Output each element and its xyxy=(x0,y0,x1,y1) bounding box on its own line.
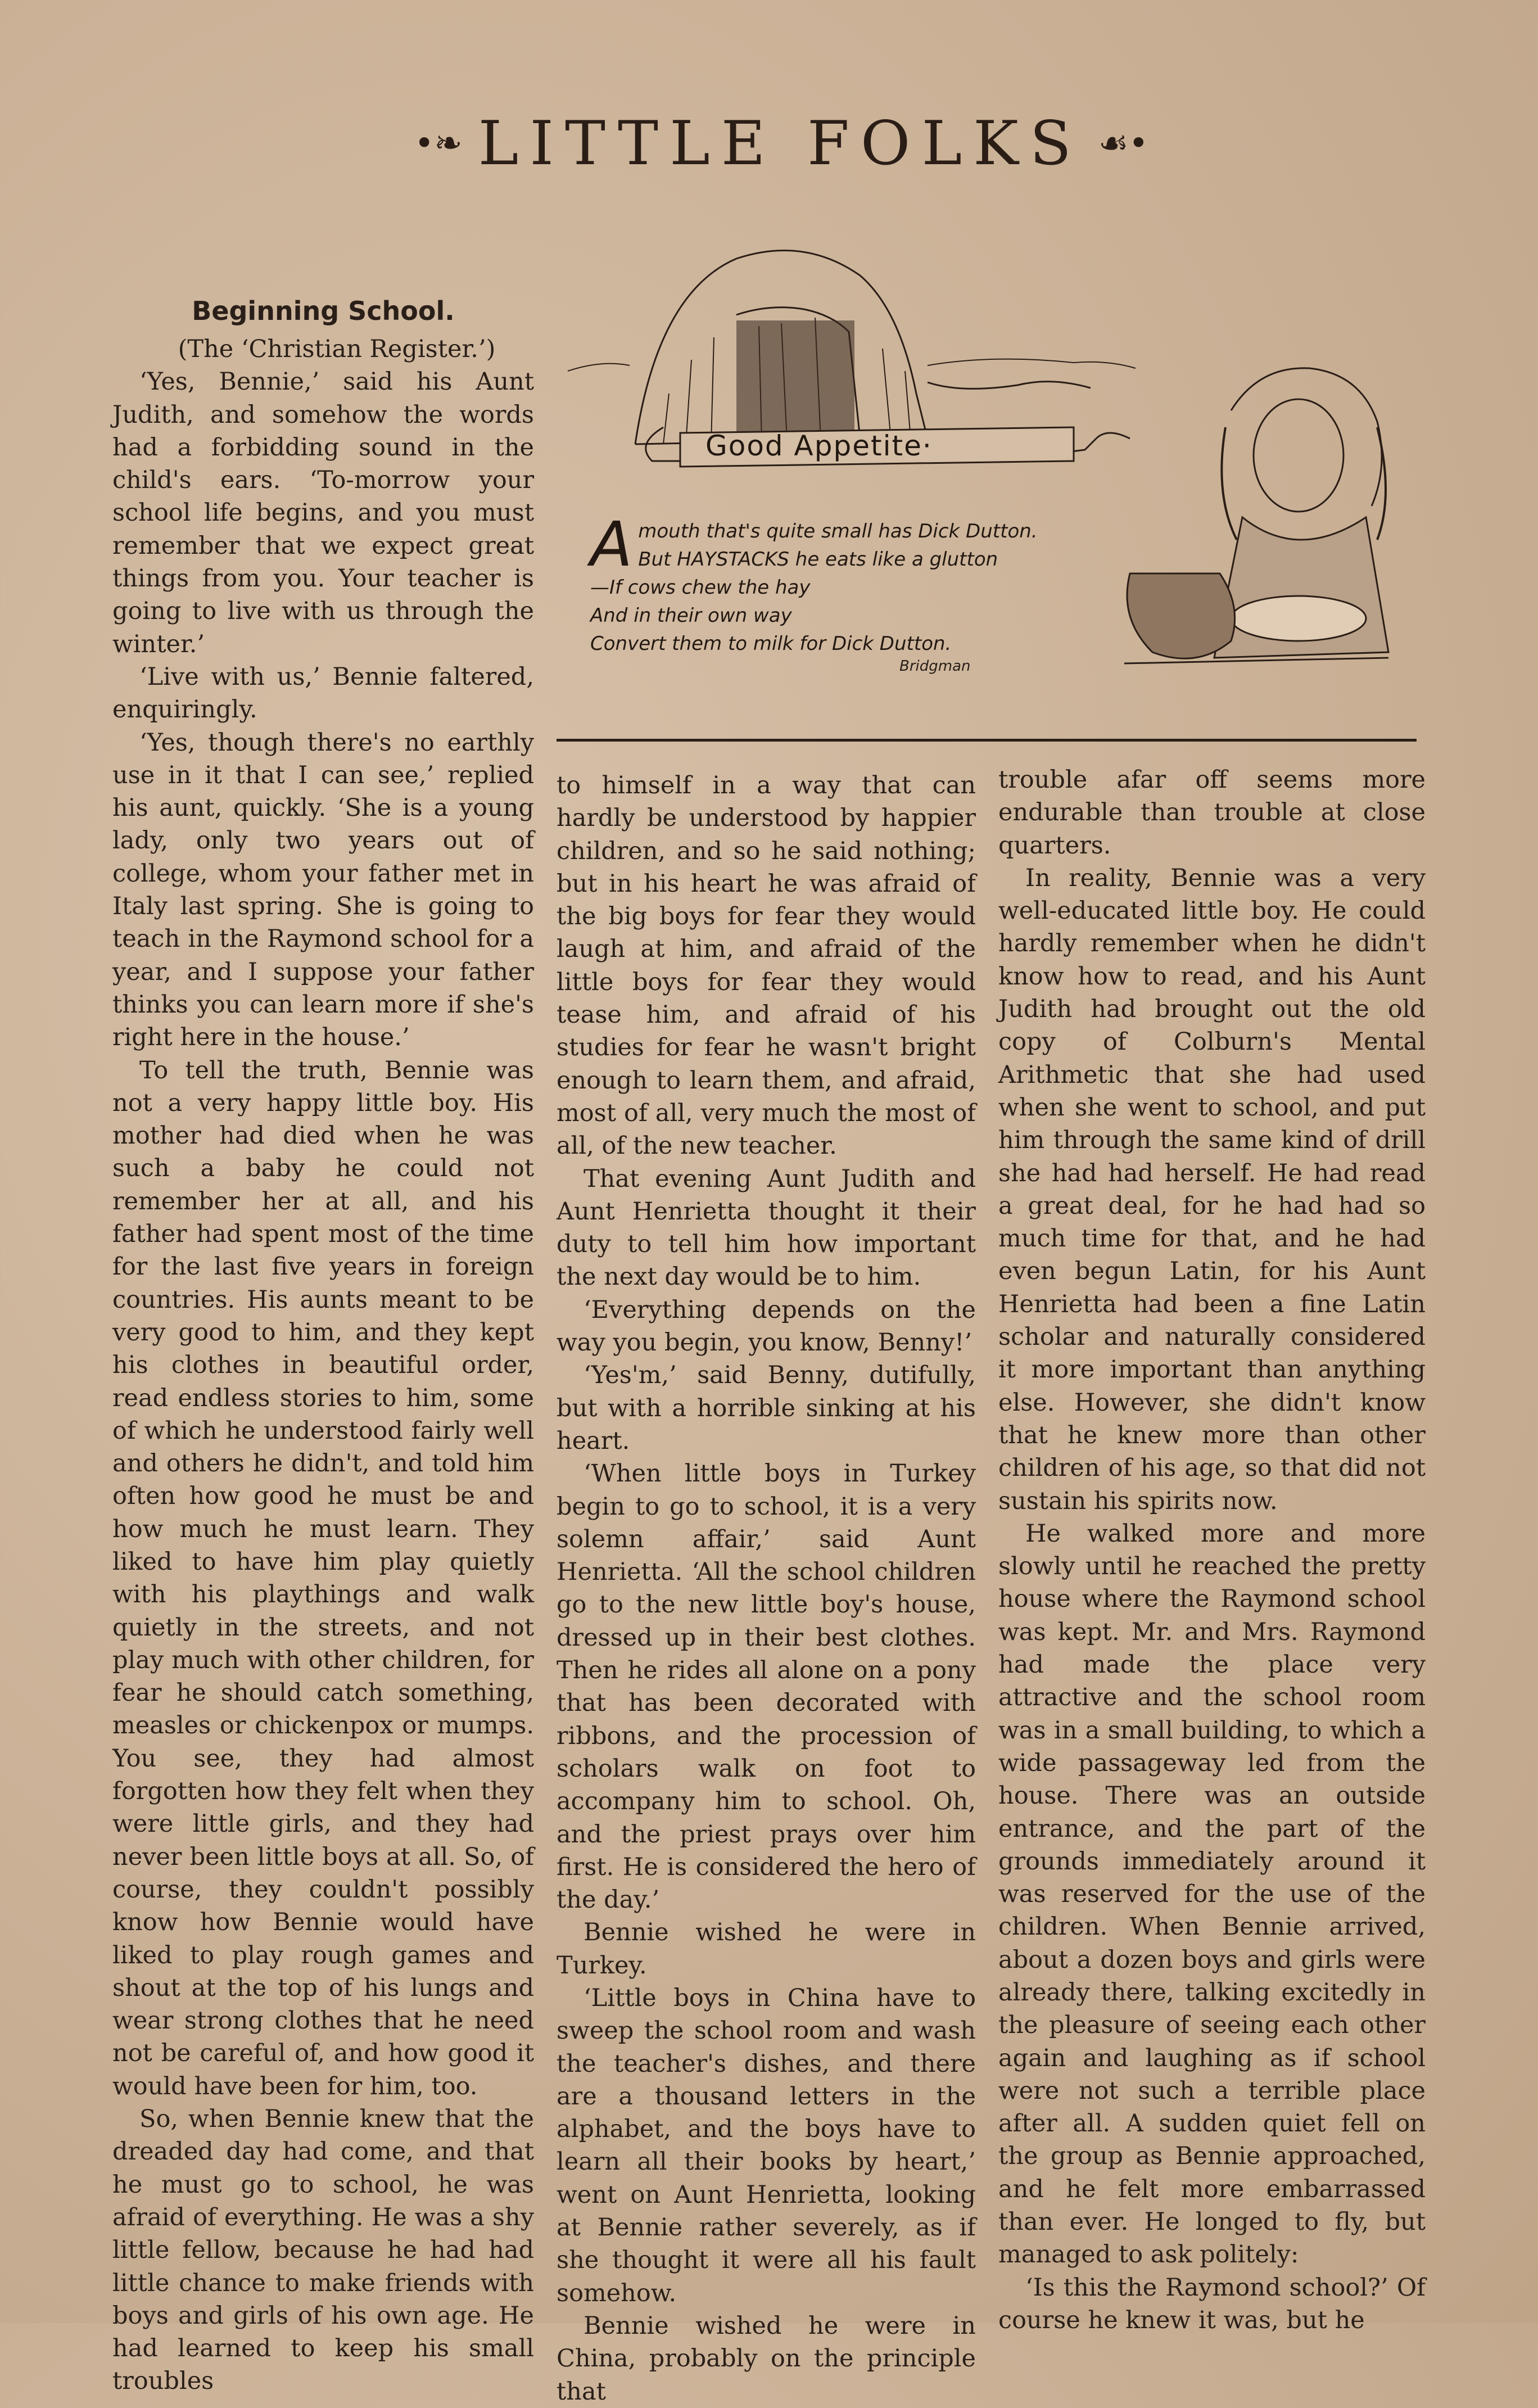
paragraph: He walked more and more slowly until he reached the pretty house where the Raymond school was kept. Mr. and Mrs. Raymond had made the place very attractive and the school room was in a small building, to which a wide passageway led from the house. There was an outside entrance, and the part of the grounds immediately around it was reserved for the use of the children. When Bennie arrived, about a dozen boys and girls were already there, talking excitedly in the pleasure of seeing each other again and laughing as if school were not such a terrible place after all. A sudden quiet fell on the group as Bennie approached, and he felt more embarrassed than ever. He longed to fly, but managed to ask politely: xyxy=(998,1519,1426,2269)
paragraph: ‘Is this the Raymond school?’ Of course he knew it was, but he xyxy=(998,2273,1426,2334)
paragraph: ‘Everything depends on the way you begin, you know, Benny!’ xyxy=(557,1295,976,1357)
left-flourish-icon: •❧ xyxy=(414,124,463,163)
illustrator-signature: Bridgman xyxy=(899,658,971,675)
paragraph: ‘Little boys in China have to sweep the school room and wash the teacher's dishes, and there are a thousand letters in the alphabet, and the boys have to learn all their books by heart,’ went on Aunt Henrietta, looking at Bennie rather severely, as if she thought it were all his fault somehow. xyxy=(557,1984,976,2307)
poem-dropcap: A xyxy=(590,508,633,580)
article-column-1 xyxy=(112,292,534,2396)
poem-line: Convert them to milk for Dick Dutton. xyxy=(590,633,952,655)
poem-line: And in their own way xyxy=(590,604,792,627)
illustration-banner-text: Good Appetite· xyxy=(705,430,933,462)
article-column-3 xyxy=(998,763,1426,2334)
paragraph: So, when Bennie knew that the dreaded day had come, and that he must go to school, he was afraid of everything. He was a shy little fellow, because he had had little chance to make friends with boys and girls of his own age. He had learned to keep his small troubles xyxy=(112,2105,534,2396)
masthead xyxy=(360,107,1203,180)
masthead-title: LITTLE FOLKS xyxy=(478,108,1083,179)
haystack-drawing xyxy=(635,250,928,444)
child-portrait-drawing xyxy=(1124,368,1388,663)
poem-line: —If cows chew the hay xyxy=(590,576,811,599)
article-column-2 xyxy=(557,769,976,2406)
poem-line: mouth that's quite small has Dick Dutton. xyxy=(638,520,1038,543)
paragraph: ‘Yes, though there's no earthly use in it that I can see,’ replied his aunt, quickly. ‘She is a young lady, only two years out of college, whom your father met in Italy last spring. She is going to teach in the Raymond school for a year, and I suppose your father thinks you can learn more if she's right here in the house.’ xyxy=(112,728,534,1052)
paragraph: trouble afar off seems more endurable than trouble at close quarters. xyxy=(998,766,1426,860)
paragraph: In reality, Bennie was a very well-educated little boy. He could hardly remember when he didn't know how to read, and his Aunt Judith had brought out the old copy of Colburn's Mental Arithmetic that she had used when she went to school, and put him through the same kind of drill she had had herself. He had read a great deal, for he had had so much time for that, and he had even begun Latin, for his Aunt Henrietta had been a fine Latin scholar and naturally considered it more important than anything else. However, she didn't know that he knew more than other children of his age, so that did not sustain his spirits now. xyxy=(998,864,1426,1515)
paragraph: to himself in a way that can hardly be understood by happier children, and so he said nothing; but in his heart he was afraid of the big boys for fear they would laugh at him, and afraid of the little boys for fear they would tease him, and afraid of his studies for fear he wasn't bright enough to learn them, and afraid, most of all, very much the most of all, of the new teacher. xyxy=(557,771,976,1160)
paragraph: ‘Yes, Bennie,’ said his Aunt Judith, and somehow the words had a forbidding sound in the child's ears. ‘To-morrow your school life begins, and you must remember that we expect great things from you. Your teacher is going to live with us through the winter.’ xyxy=(112,368,534,658)
article-title: Beginning School. xyxy=(192,296,455,326)
paragraph: Bennie wished he were in Turkey. xyxy=(557,1918,976,1980)
illustration-poem xyxy=(590,508,1096,658)
paragraph: ‘Yes'm,’ said Benny, dutifully, but with a horrible sinking at his heart. xyxy=(557,1361,976,1455)
paragraph: To tell the truth, Bennie was not a very happy little boy. His mother had died when he was such a baby he could not remember her at all, and his father had spent most of the time for the last five years in foreign countries. His aunts meant to be very good to him, and they kept his clothes in beautiful order, read endless stories to him, some of which he understood fairly well and others he didn't, and told him often how good he must be and how much he must learn. They liked to have him play quietly with his playthings and walk quietly in the streets, and not play much with other children, for fear he should catch something, measles or chickenpox or mumps. You see, they had almost forgotten how they felt when they were little girls, and they had never been little boys at all. So, of course, they couldn't possibly know how Bennie would have liked to play rough games and shout at the top of his lungs and wear strong clothes that he need not be careful of, and how good it would have been for him, too. xyxy=(112,1056,534,2100)
poem-line: But HAYSTACKS he eats like a glutton xyxy=(638,548,998,571)
right-flourish-icon: ☙• xyxy=(1098,124,1149,163)
paragraph: Bennie wished he were in China, probably on the principle that xyxy=(557,2311,976,2406)
paragraph: ‘When little boys in Turkey begin to go to school, it is a very solemn affair,’ said Aunt Henrietta. ‘All the school children go to the new little boy's house, dressed up in their best clothes. Then he rides all alone on a pony that has been decorated with ribbons, and the procession of scholars walk on foot to accompany him to school. Oh, and the priest prays over him first. He is considered the hero of the day.’ xyxy=(557,1460,976,1914)
paragraph: ‘Live with us,’ Bennie faltered, enquiringly. xyxy=(112,662,534,724)
paragraph: That evening Aunt Judith and Aunt Henrietta thought it their duty to tell him how important the next day would be to him. xyxy=(557,1164,976,1291)
section-divider xyxy=(557,739,1417,742)
article-source: (The ‘Christian Register.’) xyxy=(178,335,496,363)
